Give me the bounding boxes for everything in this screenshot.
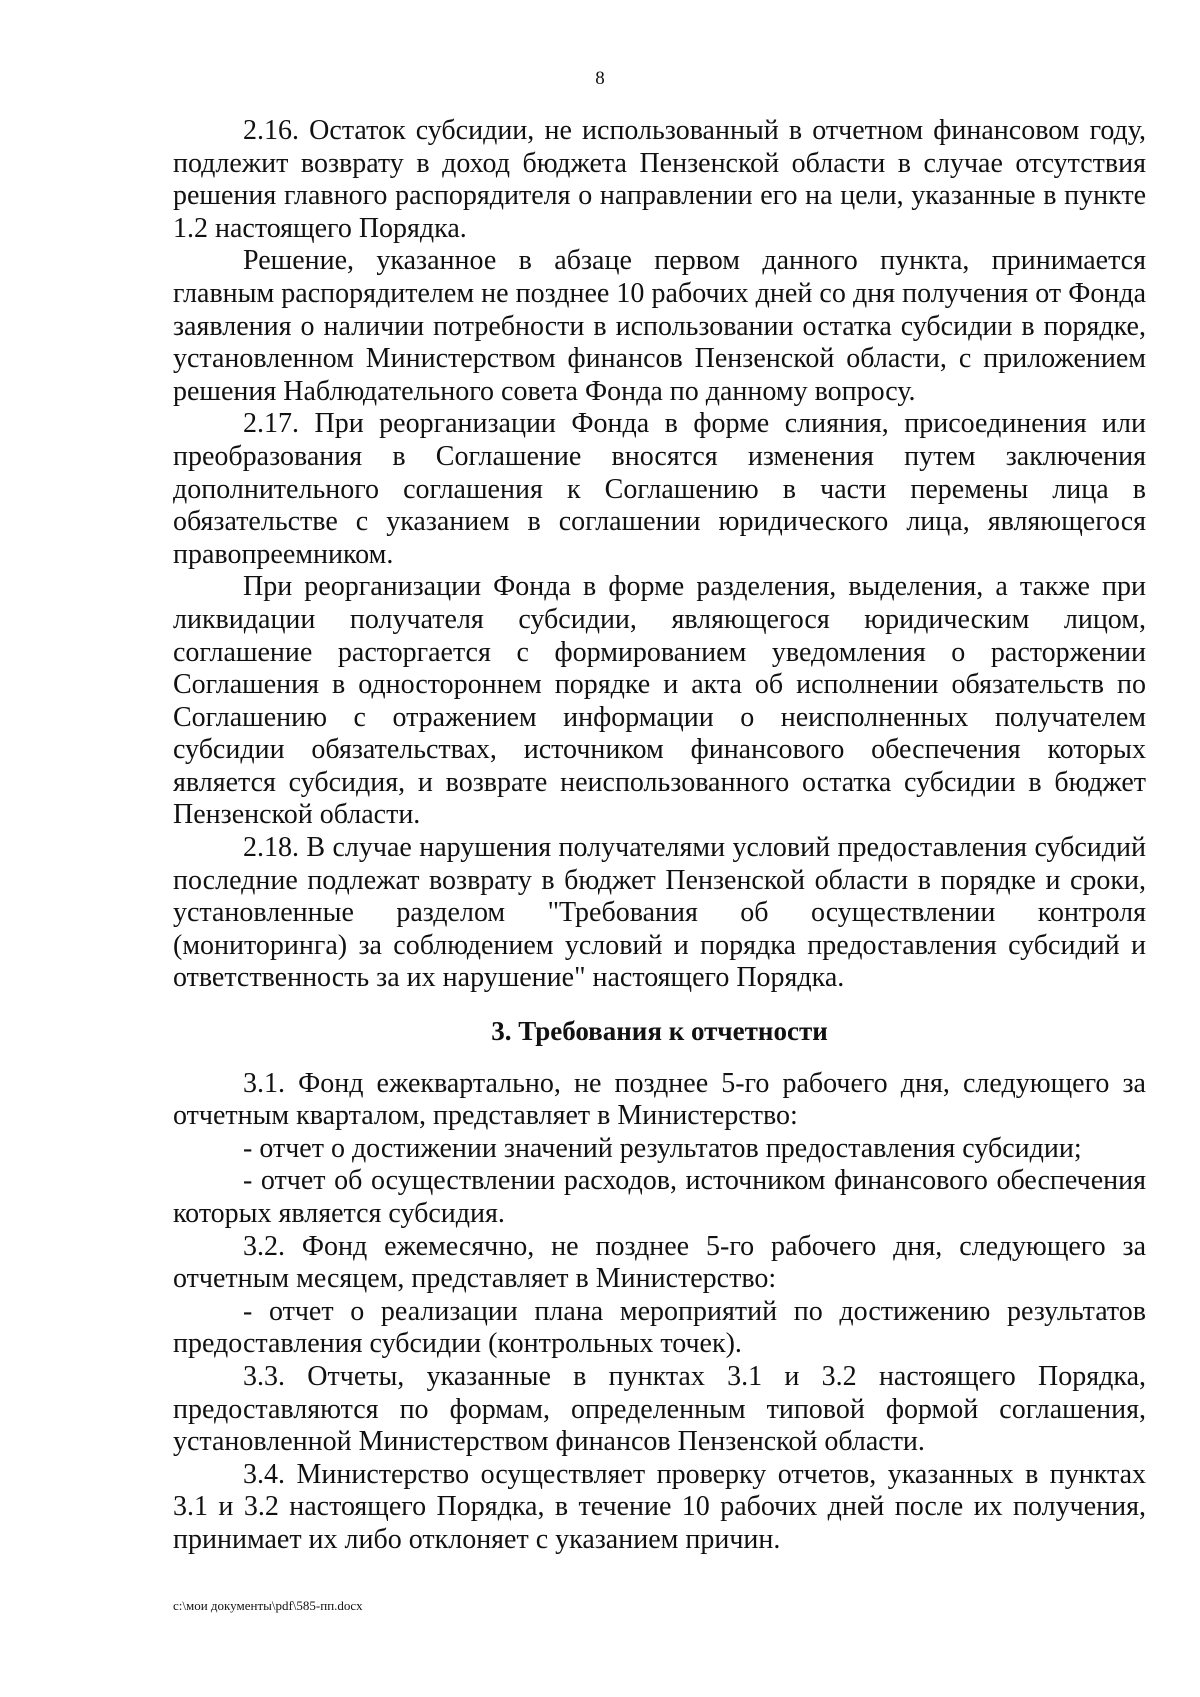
paragraph-2-18: 2.18. В случае нарушения получателями условий предоставления субсидий последние подлежат возврату в бюджет Пензенской области в порядке и сроки, установленные разделом "Требования об осуществлении контроля (мониторинга) за соблюдением условий и порядка предоставления субсидий и ответственность за их нарушение" настоящего Порядка. (173, 832, 1146, 994)
paragraph-2-17: 2.17. При реорганизации Фонда в форме слияния, присоединения или преобразования в Соглашение вносятся изменения путем заключения дополнительного соглашения к Соглашению в части перемены лица в обязательстве с указанием в соглашении юридического лица, являющегося правопреемником. (173, 408, 1146, 570)
paragraph-3-3: 3.3. Отчеты, указанные в пунктах 3.1 и 3.2 настоящего Порядка, предоставляются по формам, определенным типовой формой соглашения, установленной Министерством финансов Пензенской области. (173, 1360, 1146, 1458)
paragraph-3-1-item-1: - отчет о достижении значений результатов предоставления субсидии; (243, 1132, 1082, 1164)
footer-file-path: c:\мои документы\pdf\585-пп.docx (173, 1598, 363, 1613)
section-heading: 3. Требования к отчетности (491, 1016, 828, 1047)
paragraph-2-17-division: При реорганизации Фонда в форме разделения, выделения, а также при ликвидации получателя субсидии, являющегося юридическим лицом, соглашение расторгается с формированием уведомления о расторжении Соглашения в одностороннем порядке и акта об исполнении обязательств по Соглашению с отражением информации о неисполненных получателем субсидии обязательствах, источником финансового обеспечения которых является субсидия, и возврате неиспользованного остатка субсидии в бюджет Пензенской области. (173, 571, 1146, 831)
paragraph-3-2-item-1: - отчет о реализации плана мероприятий по достижению результатов предоставления субсидии (контрольных точек). (173, 1295, 1146, 1360)
paragraph-3-2: 3.2. Фонд ежемесячно, не позднее 5-го рабочего дня, следующего за отчетным месяцем, представляет в Министерство: (173, 1230, 1146, 1295)
page-number: 8 (595, 68, 605, 89)
paragraph-3-1: 3.1. Фонд ежеквартально, не позднее 5-го рабочего дня, следующего за отчетным кварталом, представляет в Министерство: (173, 1067, 1146, 1132)
paragraph-2-16-decision: Решение, указанное в абзаце первом данного пункта, принимается главным распорядителем не позднее 10 рабочих дней со дня получения от Фонда заявления о наличии потребности в использовании остатка субсидии в порядке, установленном Министерством финансов Пензенской области, с приложением решения Наблюдательного совета Фонда по данному вопросу. (173, 245, 1146, 407)
paragraph-3-1-item-2: - отчет об осуществлении расходов, источником финансового обеспечения которых является субсидия. (173, 1165, 1146, 1229)
paragraph-2-16: 2.16. Остаток субсидии, не использованный в отчетном финансовом году, подлежит возврату в доход бюджета Пензенской области в случае отсутствия решения главного распорядителя о направлении его на цели, указанные в пункте 1.2 настоящего Порядка. (173, 115, 1146, 244)
paragraph-3-4: 3.4. Министерство осуществляет проверку отчетов, указанных в пунктах 3.1 и 3.2 настоящего Порядка, в течение 10 рабочих дней после их получения, принимает их либо отклоняет с указанием причин. (173, 1458, 1146, 1555)
document-body (173, 115, 1146, 1557)
